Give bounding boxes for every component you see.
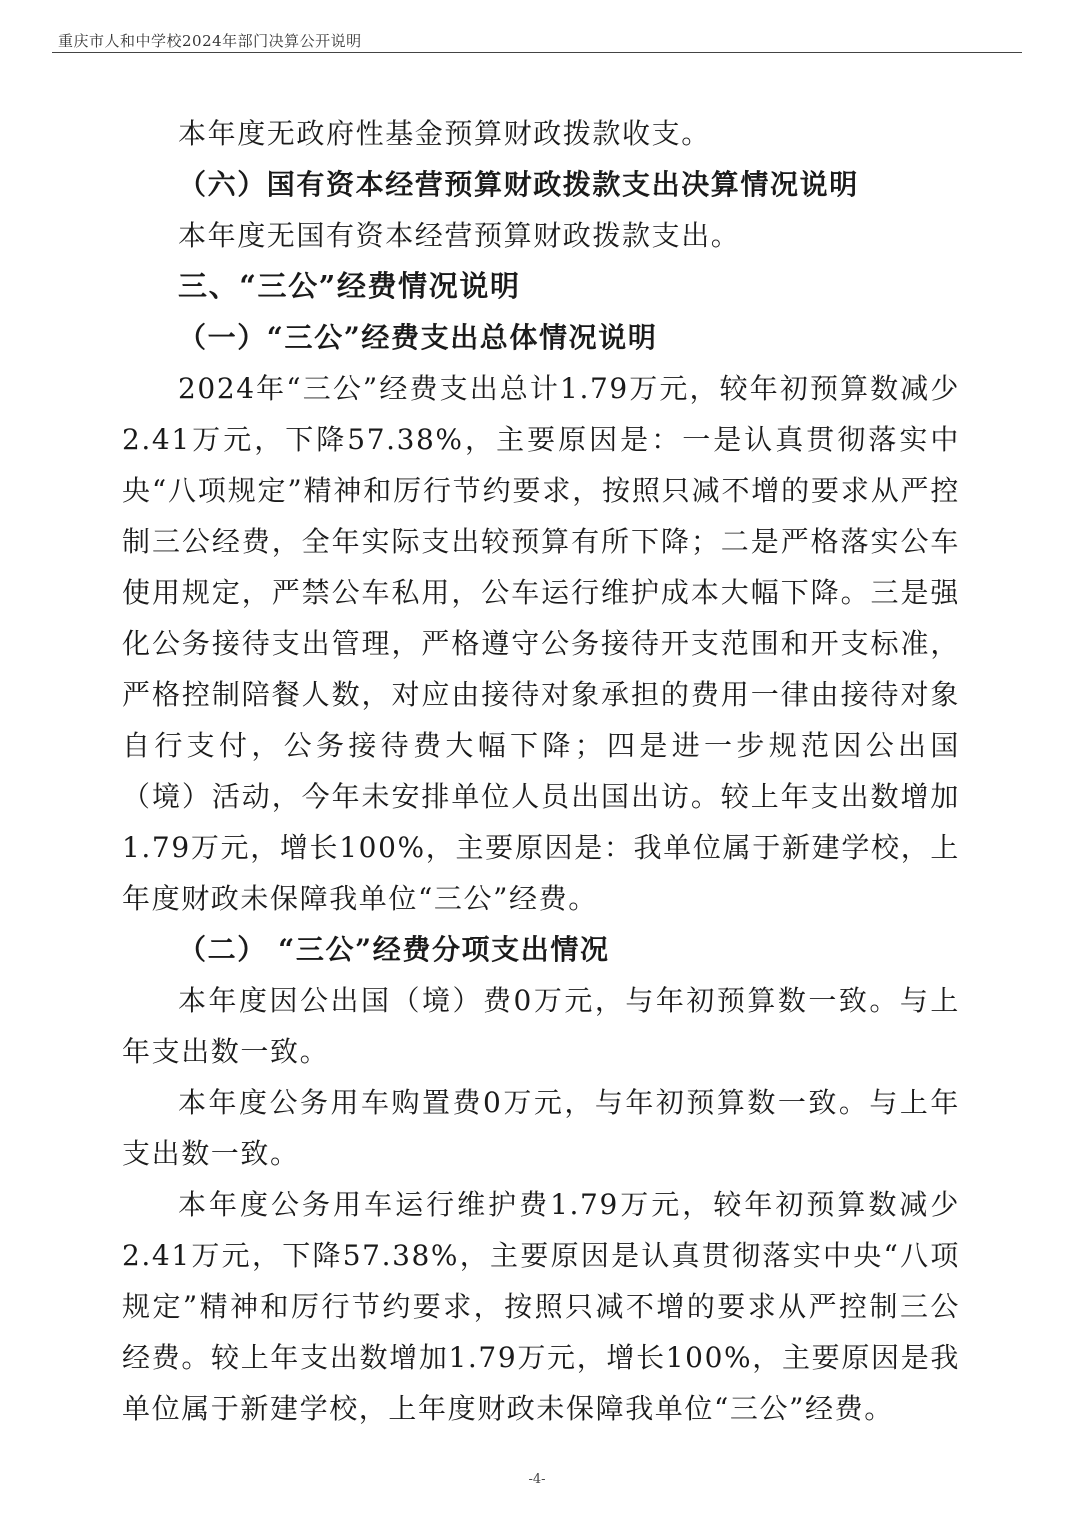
paragraph-no-state-capital: 本年度无国有资本经营预算财政拨款支出。 — [178, 219, 741, 252]
heading-itemized-expenditure: （二） “三公”经费分项支出情况 — [178, 933, 610, 966]
heading-overall-expenditure: （一）“三公”经费支出总体情况说明 — [178, 321, 658, 354]
paragraph-vehicle-operation: 本年度公务用车运行维护费1.79万元，较年初预算数减少2.41万元，下降57.38%，主要原因是认真贯彻落实中央“八项规定”精神和厉行节约要求，按照只减不增的要求从严控制三公经费。较上年支出数增加1.79万元，增长100%，主要原因是我单位属于新建学校，上年度财政未保障我单位“三公”经费。 — [122, 1188, 960, 1425]
paragraph-vehicle-purchase: 本年度公务用车购置费0万元，与年初预算数一致。与上年支出数一致。 — [122, 1086, 960, 1170]
header-divider — [52, 52, 1022, 53]
paragraph-overseas-travel: 本年度因公出国（境）费0万元，与年初预算数一致。与上年支出数一致。 — [122, 984, 960, 1068]
heading-three-public-expenses: 三、“三公”经费情况说明 — [178, 269, 521, 303]
page-number: -4- — [528, 1472, 546, 1487]
document-running-header: 重庆市人和中学校2024年部门决算公开说明 — [58, 32, 362, 50]
paragraph-no-government-fund: 本年度无政府性基金预算财政拨款收支。 — [178, 117, 711, 150]
heading-state-capital-budget: （六）国有资本经营预算财政拨款支出决算情况说明 — [178, 168, 859, 201]
paragraph-overall-expenditure: 2024年“三公”经费支出总计1.79万元，较年初预算数减少2.41万元，下降57.38%，主要原因是：一是认真贯彻落实中央“八项规定”精神和厉行节约要求，按照只减不增的要求从严控制三公经费，全年实际支出较预算有所下降；二是严格落实公车使用规定，严禁公车私用，公车运行维护成本大幅下降。三是强化公务接待支出管理，严格遵守公务接待开支范围和开支标准，严格控制陪餐人数，对应由接待对象承担的费用一律由接待对象自行支付，公务接待费大幅下降；四是进一步规范因公出国（境）活动，今年未安排单位人员出国出访。较上年支出数增加1.79万元，增长100%，主要原因是：我单位属于新建学校，上年度财政未保障我单位“三公”经费。 — [122, 372, 960, 915]
document-body — [122, 108, 960, 1434]
